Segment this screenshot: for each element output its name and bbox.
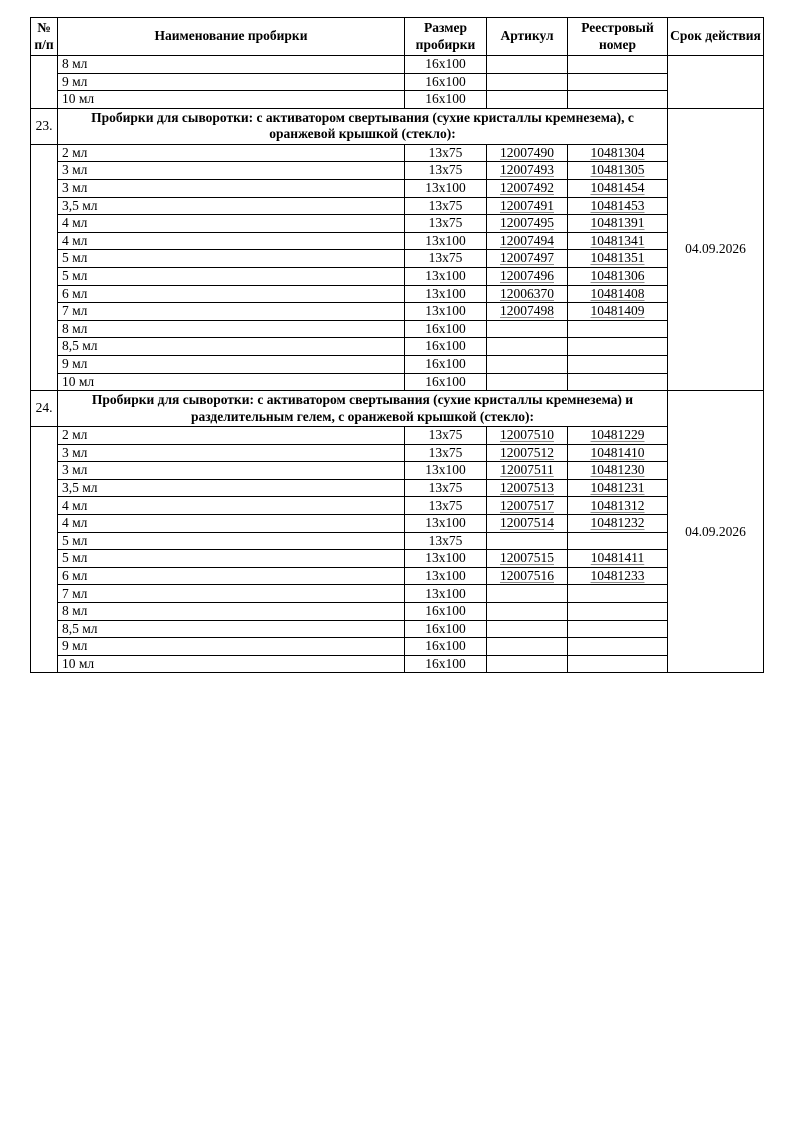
article-number[interactable] [487, 497, 568, 515]
registry-number[interactable] [568, 232, 668, 250]
tube-size: 13x75 [405, 162, 487, 180]
tube-size: 13x100 [405, 285, 487, 303]
tube-size: 16x100 [405, 373, 487, 391]
article-number-text[interactable]: 12007498 [500, 303, 554, 319]
tube-size: 16x100 [405, 655, 487, 673]
table-row [31, 285, 764, 303]
registry-number [568, 56, 668, 74]
table-row [31, 197, 764, 215]
tube-size: 16x100 [405, 320, 487, 338]
table-row [31, 179, 764, 197]
article-number[interactable] [487, 215, 568, 233]
tube-volume: 10 мл [58, 91, 405, 109]
registry-number-text[interactable]: 10481229 [590, 427, 645, 443]
registry-number [568, 532, 668, 550]
tube-size: 16x100 [405, 355, 487, 373]
registry-number-text[interactable]: 10481304 [590, 144, 645, 160]
table-row [31, 567, 764, 585]
registry-number [568, 655, 668, 673]
tube-size: 13x100 [405, 179, 487, 197]
article-number [487, 620, 568, 638]
article-number [487, 638, 568, 656]
registry-number-text[interactable]: 10481312 [590, 497, 645, 513]
registry-number[interactable] [568, 550, 668, 568]
registry-number-text[interactable]: 10481232 [590, 515, 645, 531]
section-header-row [31, 391, 764, 427]
article-number-text[interactable]: 12007515 [500, 550, 554, 566]
article-number[interactable] [487, 515, 568, 533]
tube-volume: 7 мл [58, 303, 405, 321]
section-header-row [31, 108, 764, 144]
table-row [31, 303, 764, 321]
table-row [31, 603, 764, 621]
tube-volume: 9 мл [58, 73, 405, 91]
tube-volume: 5 мл [58, 250, 405, 268]
tubes-table [30, 17, 764, 673]
section-number-span [31, 427, 58, 673]
tube-size: 16x100 [405, 91, 487, 109]
tube-size: 13x100 [405, 303, 487, 321]
tube-size: 13x100 [405, 462, 487, 480]
table-row [31, 144, 764, 162]
registry-number-text[interactable]: 10481305 [590, 162, 645, 178]
registry-number[interactable] [568, 497, 668, 515]
article-number [487, 320, 568, 338]
tube-volume: 8 мл [58, 603, 405, 621]
registry-number[interactable] [568, 427, 668, 445]
table-row [31, 655, 764, 673]
table-row [31, 338, 764, 356]
tube-size: 13x100 [405, 550, 487, 568]
article-number[interactable] [487, 444, 568, 462]
registry-number[interactable] [568, 144, 668, 162]
header-registry: Реестровый номер [568, 18, 668, 56]
tube-volume: 8,5 мл [58, 338, 405, 356]
article-number-text[interactable]: 12007496 [500, 268, 554, 283]
article-number[interactable] [487, 479, 568, 497]
article-number [487, 532, 568, 550]
tube-volume: 6 мл [58, 567, 405, 585]
section-title: Пробирки для сыворотки: с активатором свертывания (сухие кристаллы кремнезема), с оранжевой крышкой (стекло): [58, 108, 668, 144]
tube-volume: 3,5 мл [58, 479, 405, 497]
registry-number [568, 638, 668, 656]
tube-volume: 9 мл [58, 355, 405, 373]
tube-volume: 3 мл [58, 162, 405, 180]
registry-number [568, 620, 668, 638]
article-number[interactable] [487, 462, 568, 480]
article-number-text[interactable]: 12006370 [500, 285, 554, 301]
tube-size: 13x100 [405, 585, 487, 603]
article-number [487, 585, 568, 603]
article-number [487, 373, 568, 391]
table-row [31, 497, 764, 515]
article-number[interactable] [487, 232, 568, 250]
tube-size: 13x100 [405, 232, 487, 250]
article-number-text[interactable]: 12007495 [500, 215, 554, 231]
table-row [31, 162, 764, 180]
tube-volume: 4 мл [58, 215, 405, 233]
registry-number-text[interactable]: 10481453 [590, 197, 645, 213]
tube-volume: 8 мл [58, 56, 405, 74]
tube-volume: 6 мл [58, 285, 405, 303]
article-number [487, 655, 568, 673]
tube-size: 13x75 [405, 479, 487, 497]
registry-number [568, 603, 668, 621]
tube-volume: 4 мл [58, 515, 405, 533]
table-row [31, 532, 764, 550]
article-number-text[interactable]: 12007510 [500, 427, 554, 443]
tube-volume: 4 мл [58, 497, 405, 515]
registry-number [568, 373, 668, 391]
registry-number-text[interactable]: 10481233 [590, 567, 645, 583]
registry-number-text[interactable]: 10481408 [590, 285, 645, 301]
table-row [31, 550, 764, 568]
article-number [487, 73, 568, 91]
registry-number[interactable] [568, 285, 668, 303]
table-row [31, 427, 764, 445]
tube-size: 13x75 [405, 444, 487, 462]
table-row [31, 73, 764, 91]
registry-number[interactable] [568, 303, 668, 321]
tube-volume: 3,5 мл [58, 197, 405, 215]
tube-size: 16x100 [405, 638, 487, 656]
tube-volume: 2 мл [58, 427, 405, 445]
tube-size: 13x75 [405, 144, 487, 162]
tube-size: 13x75 [405, 197, 487, 215]
tube-volume: 3 мл [58, 444, 405, 462]
registry-number[interactable] [568, 567, 668, 585]
article-number-text[interactable]: 12007493 [500, 162, 554, 178]
registry-number[interactable] [568, 267, 668, 285]
article-number[interactable] [487, 179, 568, 197]
table-header [31, 18, 764, 56]
table-row [31, 250, 764, 268]
article-number-text[interactable]: 12007511 [500, 462, 554, 478]
header-validity: Срок действия [668, 18, 764, 56]
tube-size: 13x75 [405, 427, 487, 445]
registry-number[interactable] [568, 462, 668, 480]
article-number-text[interactable]: 12007512 [500, 444, 554, 460]
section-number: 23. [31, 108, 58, 144]
article-number[interactable] [487, 427, 568, 445]
article-number [487, 355, 568, 373]
table-row [31, 56, 764, 74]
tube-volume: 8 мл [58, 320, 405, 338]
registry-number-text[interactable]: 10481306 [590, 268, 645, 283]
table-body [31, 56, 764, 673]
registry-number[interactable] [568, 444, 668, 462]
registry-number[interactable] [568, 479, 668, 497]
article-number [487, 56, 568, 74]
validity-date: 04.09.2026 [668, 108, 764, 390]
table-row [31, 232, 764, 250]
tube-volume: 10 мл [58, 655, 405, 673]
table-row [31, 462, 764, 480]
registry-number[interactable] [568, 197, 668, 215]
article-number[interactable] [487, 567, 568, 585]
registry-number-text[interactable]: 10481230 [590, 462, 645, 478]
tube-size: 16x100 [405, 603, 487, 621]
tube-volume: 4 мл [58, 232, 405, 250]
article-number[interactable] [487, 197, 568, 215]
table-row [31, 638, 764, 656]
article-number [487, 603, 568, 621]
registry-number-text[interactable]: 10481391 [590, 215, 645, 231]
tube-volume: 3 мл [58, 462, 405, 480]
article-number-text[interactable]: 12007494 [500, 232, 554, 248]
registry-number [568, 73, 668, 91]
registry-number[interactable] [568, 162, 668, 180]
article-number[interactable] [487, 267, 568, 285]
registry-number-text[interactable]: 10481454 [590, 180, 645, 196]
article-number[interactable] [487, 144, 568, 162]
registry-number [568, 320, 668, 338]
registry-number [568, 355, 668, 373]
table-row [31, 515, 764, 533]
tube-size: 16x100 [405, 56, 487, 74]
header-article: Артикул [487, 18, 568, 56]
registry-number-text[interactable]: 10481351 [590, 250, 645, 266]
article-number-text[interactable]: 12007492 [500, 180, 554, 196]
tube-volume: 8,5 мл [58, 620, 405, 638]
tube-volume: 2 мл [58, 144, 405, 162]
section-number: 24. [31, 391, 58, 427]
tube-volume: 7 мл [58, 585, 405, 603]
article-number-text[interactable]: 12007490 [500, 144, 554, 160]
article-number-text[interactable]: 12007513 [500, 479, 554, 495]
section-number-span [31, 144, 58, 390]
tube-size: 13x100 [405, 267, 487, 285]
table-row [31, 91, 764, 109]
article-number-text[interactable]: 12007517 [500, 497, 554, 513]
registry-number [568, 91, 668, 109]
table-row [31, 444, 764, 462]
registry-number-text[interactable]: 10481409 [590, 303, 645, 319]
tube-volume: 10 мл [58, 373, 405, 391]
article-number[interactable] [487, 285, 568, 303]
article-number [487, 338, 568, 356]
tube-volume: 5 мл [58, 532, 405, 550]
article-number-text[interactable]: 12007516 [500, 567, 554, 583]
table-row [31, 355, 764, 373]
article-number-text[interactable]: 12007514 [500, 515, 554, 531]
article-number[interactable] [487, 550, 568, 568]
article-number-text[interactable]: 12007491 [500, 197, 554, 213]
registry-number[interactable] [568, 179, 668, 197]
table-row [31, 215, 764, 233]
registry-number[interactable] [568, 215, 668, 233]
validity-date-span [668, 56, 764, 109]
registry-number [568, 585, 668, 603]
tube-size: 16x100 [405, 620, 487, 638]
validity-date: 04.09.2026 [668, 391, 764, 673]
article-number-text[interactable]: 12007497 [500, 250, 554, 266]
tube-size: 13x75 [405, 532, 487, 550]
section-title: Пробирки для сыворотки: с активатором свертывания (сухие кристаллы кремнезема) и разделительным гелем, с оранжевой крышкой (стекло): [58, 391, 668, 427]
tube-size: 13x75 [405, 215, 487, 233]
tube-volume: 5 мл [58, 267, 405, 285]
registry-number-text[interactable]: 10481231 [590, 479, 645, 495]
registry-number[interactable] [568, 515, 668, 533]
table-row [31, 320, 764, 338]
section-number-span [31, 56, 58, 109]
registry-number-text[interactable]: 10481410 [590, 444, 645, 460]
tube-size: 13x75 [405, 497, 487, 515]
header-num: № п/п [31, 18, 58, 56]
article-number [487, 91, 568, 109]
header-size: Размер пробирки [405, 18, 487, 56]
tube-size: 13x75 [405, 250, 487, 268]
tube-volume: 5 мл [58, 550, 405, 568]
table-row [31, 479, 764, 497]
article-number[interactable] [487, 162, 568, 180]
table-row [31, 620, 764, 638]
tube-volume: 3 мл [58, 179, 405, 197]
tube-volume: 9 мл [58, 638, 405, 656]
table-row [31, 585, 764, 603]
registry-number-text[interactable]: 10481341 [590, 232, 645, 248]
table-row [31, 267, 764, 285]
tube-size: 16x100 [405, 73, 487, 91]
tube-size: 13x100 [405, 567, 487, 585]
registry-number[interactable] [568, 250, 668, 268]
registry-number [568, 338, 668, 356]
article-number[interactable] [487, 303, 568, 321]
table-row [31, 373, 764, 391]
header-name: Наименование пробирки [58, 18, 405, 56]
tube-size: 16x100 [405, 338, 487, 356]
tube-size: 13x100 [405, 515, 487, 533]
registry-number-text[interactable]: 10481411 [590, 550, 645, 566]
article-number[interactable] [487, 250, 568, 268]
